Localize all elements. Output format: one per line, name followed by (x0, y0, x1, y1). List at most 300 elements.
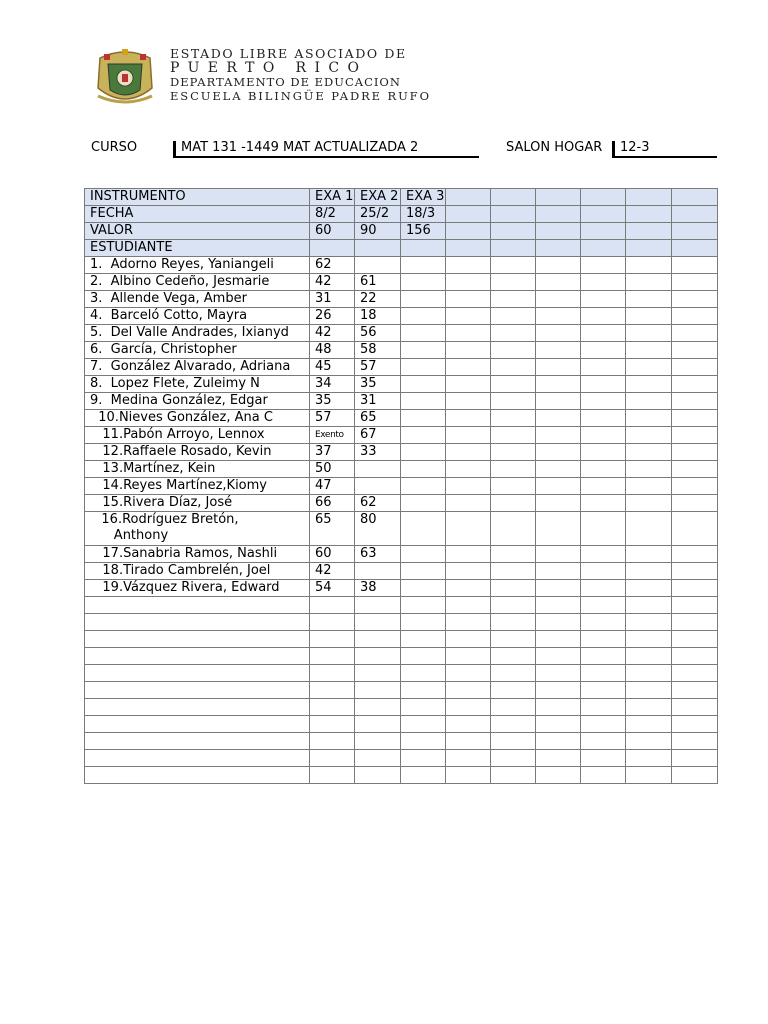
exam-2-score: 22 (355, 291, 401, 308)
empty-cell (626, 274, 672, 291)
empty-cell (446, 393, 491, 410)
empty-cell (401, 461, 446, 478)
empty-cell (581, 376, 626, 393)
empty-cell (672, 614, 718, 631)
empty-cell (581, 699, 626, 716)
header-line-2: PUERTO RICO (170, 60, 368, 76)
exam-1-score: 50 (310, 461, 355, 478)
empty-cell (581, 461, 626, 478)
empty-cell (491, 546, 536, 563)
empty-cell (446, 648, 491, 665)
empty-cell (672, 359, 718, 376)
empty-cell (491, 359, 536, 376)
empty-cell (536, 614, 581, 631)
empty-cell (491, 495, 536, 512)
empty-cell (672, 665, 718, 682)
exam-2-date: 25/2 (355, 206, 401, 223)
empty-cell (491, 665, 536, 682)
empty-cell (626, 291, 672, 308)
empty-cell (536, 750, 581, 767)
empty-cell (401, 274, 446, 291)
empty-cell (536, 563, 581, 580)
empty-cell (310, 699, 355, 716)
student-name: 10.Nieves González, Ana C (85, 410, 310, 427)
empty-cell (536, 444, 581, 461)
empty-cell (446, 580, 491, 597)
empty-cell (672, 495, 718, 512)
table-row (85, 274, 718, 291)
empty-row (85, 665, 718, 682)
empty-cell (581, 733, 626, 750)
empty-cell (536, 291, 581, 308)
empty-cell (672, 767, 718, 784)
empty-cell (491, 325, 536, 342)
empty-cell (581, 631, 626, 648)
empty-cell (355, 648, 401, 665)
empty-cell (401, 631, 446, 648)
empty-cell (536, 631, 581, 648)
value-row (85, 223, 718, 240)
empty-cell (672, 393, 718, 410)
empty-cell (581, 546, 626, 563)
exam-1-score: 54 (310, 580, 355, 597)
empty-cell (491, 767, 536, 784)
empty-cell (491, 631, 536, 648)
empty-cell (85, 648, 310, 665)
empty-cell (672, 597, 718, 614)
empty-cell (536, 478, 581, 495)
empty-cell (672, 342, 718, 359)
table-row (85, 342, 718, 359)
empty-cell (581, 478, 626, 495)
empty-cell (401, 308, 446, 325)
empty-cell (536, 648, 581, 665)
table-row (85, 376, 718, 393)
empty-cell (581, 597, 626, 614)
table-row (85, 410, 718, 427)
empty-row (85, 750, 718, 767)
empty-cell (581, 410, 626, 427)
empty-cell (536, 597, 581, 614)
empty-cell (626, 325, 672, 342)
empty-cell (491, 512, 536, 546)
table-row (85, 291, 718, 308)
empty-cell (446, 308, 491, 325)
exam-1-score: 35 (310, 393, 355, 410)
empty-cell (85, 597, 310, 614)
exam-2-score: 62 (355, 495, 401, 512)
empty-cell (446, 274, 491, 291)
empty-cell (401, 699, 446, 716)
empty-cell (310, 716, 355, 733)
table-row (85, 325, 718, 342)
empty-cell (446, 342, 491, 359)
empty-cell (401, 733, 446, 750)
empty-cell (581, 750, 626, 767)
empty-row (85, 614, 718, 631)
empty-cell (446, 495, 491, 512)
table-row (85, 495, 718, 512)
empty-cell (672, 274, 718, 291)
empty-cell (672, 648, 718, 665)
empty-cell (626, 563, 672, 580)
empty-cell (491, 580, 536, 597)
empty-cell (446, 665, 491, 682)
exam-2-score (355, 461, 401, 478)
empty-cell (85, 767, 310, 784)
student-name: 14.Reyes Martínez,Kiomy (85, 478, 310, 495)
empty-cell (626, 257, 672, 274)
empty-cell (672, 376, 718, 393)
empty-cell (310, 682, 355, 699)
empty-cell (672, 410, 718, 427)
empty-cell (310, 597, 355, 614)
student-label: ESTUDIANTE (85, 240, 310, 257)
empty-cell (401, 767, 446, 784)
empty-cell (626, 512, 672, 546)
exam-2-score (355, 257, 401, 274)
exam-1-score: Exento (310, 427, 355, 444)
empty-cell (491, 563, 536, 580)
empty-cell (446, 631, 491, 648)
exam-3-label: EXA 3 (401, 189, 446, 206)
empty-cell (310, 614, 355, 631)
empty-cell (446, 546, 491, 563)
empty-cell (581, 274, 626, 291)
empty-cell (401, 495, 446, 512)
empty-cell (310, 648, 355, 665)
student-name: 17.Sanabria Ramos, Nashli (85, 546, 310, 563)
empty-cell (401, 393, 446, 410)
exam-2-score: 57 (355, 359, 401, 376)
empty-cell (626, 614, 672, 631)
date-label: FECHA (85, 206, 310, 223)
empty-cell (491, 410, 536, 427)
empty-cell (536, 308, 581, 325)
empty-cell (355, 716, 401, 733)
empty-cell (626, 733, 672, 750)
empty-row (85, 733, 718, 750)
empty-cell (536, 580, 581, 597)
empty-cell (355, 597, 401, 614)
exam-2-label: EXA 2 (355, 189, 401, 206)
student-name: 4. Barceló Cotto, Mayra (85, 308, 310, 325)
empty-cell (626, 716, 672, 733)
exam-1-score: 48 (310, 342, 355, 359)
empty-cell (536, 682, 581, 699)
exam-2-score (355, 563, 401, 580)
student-name: 2. Albino Cedeño, Jesmarie (85, 274, 310, 291)
empty-cell (355, 750, 401, 767)
empty-cell (536, 665, 581, 682)
student-name: 16.Rodríguez Bretón, Anthony (85, 512, 310, 546)
table-row (85, 393, 718, 410)
header-line-3: DEPARTAMENTO DE EDUCACION (170, 75, 401, 89)
empty-cell (626, 665, 672, 682)
empty-cell (310, 631, 355, 648)
exam-3-date: 18/3 (401, 206, 446, 223)
empty-cell (626, 376, 672, 393)
empty-cell (491, 342, 536, 359)
empty-cell (446, 699, 491, 716)
homeroom-field[interactable] (612, 140, 717, 158)
empty-cell (626, 359, 672, 376)
student-name: 19.Vázquez Rivera, Edward (85, 580, 310, 597)
empty-cell (491, 274, 536, 291)
empty-cell (626, 682, 672, 699)
puerto-rico-seal-icon (92, 48, 158, 110)
empty-cell (491, 257, 536, 274)
empty-cell (355, 767, 401, 784)
empty-cell (401, 478, 446, 495)
exam-1-score: 42 (310, 563, 355, 580)
empty-cell (626, 580, 672, 597)
empty-cell (401, 444, 446, 461)
empty-cell (581, 614, 626, 631)
empty-cell (446, 461, 491, 478)
empty-cell (85, 665, 310, 682)
empty-cell (310, 750, 355, 767)
exam-1-score: 65 (310, 512, 355, 546)
empty-cell (672, 631, 718, 648)
empty-cell (581, 665, 626, 682)
empty-cell (446, 291, 491, 308)
empty-cell (446, 682, 491, 699)
school-header (170, 47, 431, 103)
exam-1-score: 60 (310, 546, 355, 563)
table-row (85, 580, 718, 597)
empty-cell (401, 546, 446, 563)
empty-cell (581, 393, 626, 410)
exam-2-score: 63 (355, 546, 401, 563)
empty-cell (446, 427, 491, 444)
course-field[interactable] (173, 140, 479, 158)
empty-cell (310, 767, 355, 784)
grade-table (84, 188, 718, 784)
empty-cell (491, 597, 536, 614)
empty-cell (626, 393, 672, 410)
exam-2-score (355, 478, 401, 495)
student-name: 12.Raffaele Rosado, Kevin (85, 444, 310, 461)
empty-cell (626, 427, 672, 444)
empty-cell (491, 648, 536, 665)
exam-1-score: 57 (310, 410, 355, 427)
empty-cell (401, 665, 446, 682)
empty-cell (401, 376, 446, 393)
exam-2-score: 56 (355, 325, 401, 342)
student-name: 15.Rivera Díaz, José (85, 495, 310, 512)
empty-cell (626, 444, 672, 461)
empty-cell (355, 699, 401, 716)
empty-cell (626, 308, 672, 325)
empty-cell (491, 393, 536, 410)
empty-cell (581, 291, 626, 308)
exam-3-value: 156 (401, 223, 446, 240)
empty-cell (401, 325, 446, 342)
empty-cell (491, 750, 536, 767)
student-name: 5. Del Valle Andrades, Ixianyd (85, 325, 310, 342)
homeroom-label: SALON HOGAR (506, 140, 603, 155)
empty-cell (401, 291, 446, 308)
empty-row (85, 682, 718, 699)
empty-cell (672, 546, 718, 563)
student-name: 13.Martínez, Kein (85, 461, 310, 478)
empty-cell (536, 512, 581, 546)
empty-cell (85, 614, 310, 631)
empty-cell (355, 733, 401, 750)
empty-cell (401, 427, 446, 444)
empty-cell (536, 495, 581, 512)
empty-cell (446, 410, 491, 427)
empty-cell (672, 444, 718, 461)
empty-cell (491, 614, 536, 631)
empty-cell (626, 410, 672, 427)
empty-cell (401, 614, 446, 631)
instrument-row (85, 189, 718, 206)
empty-cell (355, 665, 401, 682)
empty-cell (491, 308, 536, 325)
empty-row (85, 648, 718, 665)
empty-cell (536, 546, 581, 563)
empty-cell (626, 648, 672, 665)
exam-2-score: 38 (355, 580, 401, 597)
exam-2-score: 31 (355, 393, 401, 410)
empty-cell (401, 648, 446, 665)
empty-cell (446, 512, 491, 546)
empty-cell (626, 750, 672, 767)
empty-cell (401, 410, 446, 427)
empty-cell (581, 648, 626, 665)
exam-1-score: 47 (310, 478, 355, 495)
exam-2-score: 67 (355, 427, 401, 444)
student-header-row (85, 240, 718, 257)
empty-cell (672, 512, 718, 546)
exam-1-score: 66 (310, 495, 355, 512)
empty-cell (581, 512, 626, 546)
empty-cell (491, 291, 536, 308)
empty-cell (672, 257, 718, 274)
empty-cell (672, 308, 718, 325)
empty-cell (401, 257, 446, 274)
empty-cell (536, 325, 581, 342)
student-name: 8. Lopez Flete, Zuleimy N (85, 376, 310, 393)
exam-2-score: 65 (355, 410, 401, 427)
empty-cell (310, 665, 355, 682)
empty-cell (355, 614, 401, 631)
empty-cell (581, 325, 626, 342)
empty-cell (626, 461, 672, 478)
empty-cell (446, 733, 491, 750)
instrument-label: INSTRUMENTO (85, 189, 310, 206)
empty-cell (85, 682, 310, 699)
empty-cell (581, 495, 626, 512)
empty-cell (491, 461, 536, 478)
empty-cell (401, 750, 446, 767)
student-name: 1. Adorno Reyes, Yaniangeli (85, 257, 310, 274)
empty-cell (446, 376, 491, 393)
empty-cell (491, 427, 536, 444)
empty-cell (581, 767, 626, 784)
empty-cell (672, 699, 718, 716)
exam-1-score: 31 (310, 291, 355, 308)
empty-cell (536, 359, 581, 376)
empty-row (85, 699, 718, 716)
exam-1-score: 42 (310, 274, 355, 291)
empty-cell (310, 733, 355, 750)
empty-cell (536, 274, 581, 291)
empty-cell (672, 733, 718, 750)
date-row (85, 206, 718, 223)
empty-cell (536, 461, 581, 478)
empty-cell (446, 257, 491, 274)
empty-row (85, 597, 718, 614)
table-row (85, 427, 718, 444)
homeroom-value: 12-3 (620, 140, 650, 155)
empty-cell (626, 342, 672, 359)
empty-cell (491, 733, 536, 750)
value-label: VALOR (85, 223, 310, 240)
exam-1-score: 62 (310, 257, 355, 274)
empty-cell (85, 750, 310, 767)
student-name: 18.Tirado Cambrelén, Joel (85, 563, 310, 580)
header-line-4: ESCUELA BILINGÜE PADRE RUFO (170, 89, 431, 103)
empty-cell (85, 631, 310, 648)
empty-cell (581, 716, 626, 733)
empty-row (85, 716, 718, 733)
empty-cell (581, 444, 626, 461)
student-name: 9. Medina González, Edgar (85, 393, 310, 410)
empty-cell (581, 427, 626, 444)
empty-cell (536, 342, 581, 359)
empty-cell (626, 631, 672, 648)
empty-cell (401, 716, 446, 733)
empty-cell (626, 767, 672, 784)
empty-cell (446, 614, 491, 631)
exam-2-score: 35 (355, 376, 401, 393)
table-row (85, 444, 718, 461)
empty-cell (536, 257, 581, 274)
empty-cell (536, 716, 581, 733)
exam-1-score: 45 (310, 359, 355, 376)
empty-cell (446, 325, 491, 342)
empty-cell (581, 257, 626, 274)
empty-cell (672, 427, 718, 444)
empty-cell (672, 750, 718, 767)
empty-cell (85, 699, 310, 716)
empty-cell (355, 631, 401, 648)
empty-cell (626, 478, 672, 495)
empty-cell (626, 699, 672, 716)
empty-cell (626, 597, 672, 614)
empty-cell (446, 750, 491, 767)
student-name: 11.Pabón Arroyo, Lennox (85, 427, 310, 444)
exam-1-label: EXA 1 (310, 189, 355, 206)
exam-1-score: 34 (310, 376, 355, 393)
exam-2-value: 90 (355, 223, 401, 240)
exam-1-value: 60 (310, 223, 355, 240)
table-row (85, 478, 718, 495)
empty-cell (626, 546, 672, 563)
student-name: 7. González Alvarado, Adriana (85, 359, 310, 376)
empty-cell (672, 478, 718, 495)
empty-cell (85, 733, 310, 750)
exam-2-score: 58 (355, 342, 401, 359)
header-line-1: ESTADO LIBRE ASOCIADO DE (170, 46, 407, 61)
empty-cell (446, 359, 491, 376)
empty-cell (446, 767, 491, 784)
empty-cell (491, 682, 536, 699)
empty-cell (446, 444, 491, 461)
